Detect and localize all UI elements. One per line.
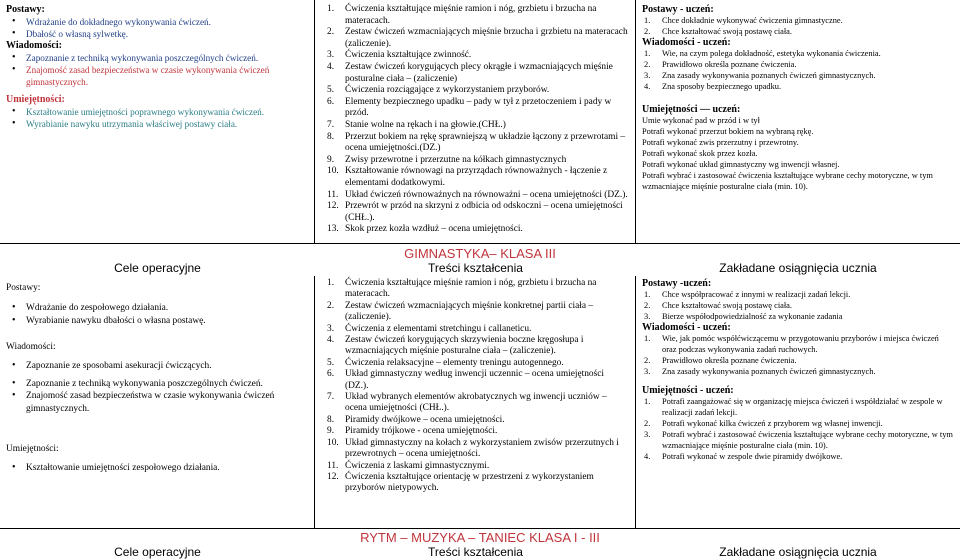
list-item: 9. Piramidy trójkowe - ocena umiejętności.	[327, 426, 498, 437]
header-osiagniecia: Zakładane osiągnięcia ucznia	[719, 545, 877, 559]
list-item: 11. Ćwiczenia z laskami gimnastycznymi.	[327, 460, 490, 471]
list-item: 1. Chce współpracować z innymi w realizacji zadań lekcji.	[644, 290, 851, 299]
list-item: 4. Zna sposoby bezpiecznego upadku.	[644, 82, 782, 91]
list-item: 12. Przewrót w przód na skrzyni z odbicia od odskoczni – ocena umiejętności (CHŁ.).	[327, 201, 623, 223]
list-item: • Wdrażanie do dokładnego wykonywania ćwiczeń.	[26, 16, 308, 28]
list-item: 3. Potrafi wybrać i zastosować ćwiczenia kształtujące wybrane cechy motoryczne, w tym wzmacniające mięśnie posturalne ciała (min. 10).	[644, 430, 953, 450]
umiejetnosci-list	[642, 396, 954, 462]
postawy-list	[6, 16, 308, 40]
section-title: RYTM – MUZYKA – TANIEC KLASA I - III	[360, 530, 600, 545]
wiadomosci-heading: Wiadomości:	[6, 342, 56, 353]
list-item: 6. Układ gimnastyczny według inwencji uczennic – ocena umiejętności (DZ.).	[327, 369, 605, 391]
umiejetnosci-list	[6, 106, 308, 130]
wiadomosci-list	[642, 333, 954, 377]
list-item: 3. Ćwiczenia kształtujące zwinność.	[327, 50, 472, 61]
list-item: • Wyrabianie nawyku dbałości o własna postawę.	[26, 315, 308, 327]
list-item: • Zapoznanie ze sposobami asekuracji ćwiczących.	[26, 360, 308, 372]
postawy-list	[6, 302, 308, 327]
list-item: 11. Układ ćwiczeń równoważnych na równoważni – ocena umiejętności (DZ.).	[327, 189, 628, 200]
list-item: 7. Układ wybranych elementów akrobatycznych wg inwencji uczniów – ocena umiejętności (CHŁ.).	[327, 392, 607, 414]
umiejetnosci-list	[6, 462, 308, 474]
list-item: 2. Zestaw ćwiczeń wzmacniających mięśnie brzucha i grzbietu na materacach (zaliczenie).	[327, 27, 628, 49]
list-item: • Wdrażanie do zespołowego działania.	[26, 302, 308, 314]
list-item: 6. Elementy bezpiecznego upadku – pady w tył z przetoczeniem i pady w przód.	[327, 96, 612, 119]
list-item: 5. Ćwiczenia relaksacyjne – elementy treningu autogennego.	[327, 357, 564, 368]
list-item: 13. Skok przez kozła wzdłuż – ocena umiejętności.	[327, 224, 523, 235]
header-cele: Cele operacyjne	[114, 261, 201, 275]
section-title: GIMNASTYKA– KLASA III	[404, 246, 556, 261]
umiejetnosci-lines	[642, 115, 954, 192]
list-item: 3. Zna zasady wykonywania poznanych ćwiczeń gimnastycznych.	[644, 367, 876, 376]
list-item: 1. Ćwiczenia kształtujące mięśnie ramion i nóg, grzbietu i brzucha na materacach.	[327, 278, 597, 300]
list-item: 1. Ćwiczenia kształtujące mięśnie ramion i nóg, grzbietu i brzucha na materacach.	[327, 4, 597, 26]
section-gymnastics-class-2	[0, 0, 960, 243]
list-item: 2. Prawidłowo określa poznane ćwiczenia.	[644, 60, 797, 69]
list-item: • Znajomość zasad bezpieczeństwa w czasie wykonywania ćwiczeń gimnastycznych.	[26, 390, 308, 415]
list-item: 10. Kształtowanie równowagi na przyrządach równoważnych - łączenie z elementami dodatkowymi.	[327, 166, 608, 188]
wiadomosci-list	[6, 360, 308, 416]
list-item: Potrafi wykonać przerzut bokiem na wybraną rękę.	[642, 127, 814, 136]
list-item: 2. Chce kształtować swoją postawę ciała.	[644, 301, 792, 310]
postawy-heading: Postawy -uczeń:	[642, 278, 712, 289]
list-item: 4. Zestaw ćwiczeń korygujących plecy okrągłe i wzmacniających mięśnie posturalne ciała – (zaliczenie)	[327, 61, 613, 84]
list-item: 3. Ćwiczenia z elementami stretchingu i callanetiсu.	[327, 323, 532, 334]
list-item: 10. Układ gimnastyczny na kołach z wykorzystaniem zwisów przerzutnych i przewrotnych – ocena umiejętności.	[327, 437, 619, 460]
wiadomosci-list	[6, 52, 308, 88]
list-item: 9. Zwisy przewrotne i przerzutne na kółkach gimnastycznych	[327, 154, 567, 165]
list-item: 8. Piramidy dwójkowe – ocena umiejętności.	[327, 414, 505, 425]
list-item: 1. Potrafi zaangażować się w organizację miejsca ćwiczeń i współdziałać w zespole w realizacji zadań lekcji.	[644, 397, 943, 417]
osiagniecia-column	[636, 276, 960, 529]
header-osiagniecia: Zakładane osiągnięcia ucznia	[719, 261, 877, 275]
osiagniecia-column	[636, 0, 960, 243]
section-rytm-muzyka-taniec	[0, 528, 960, 560]
list-item: • Znajomość zasad bezpieczeństwa w czasie wykonywania ćwiczeń gimnastycznych.	[26, 64, 308, 88]
wiadomosci-list	[642, 48, 954, 92]
list-item: 1. Chce dokładnie wykonywać ćwiczenia gimnastyczne.	[644, 16, 843, 25]
postawy-list	[642, 15, 954, 37]
wiadomosci-heading: Wiadomości:	[6, 40, 62, 51]
list-item: 1. Wie, jak pomóc współćwiczącemu w przygotowaniu przyborów i miejsca ćwiczeń oraz podczas wykonywania zadań ruchowych.	[644, 334, 939, 354]
list-item: 4. Potrafi wykonać w zespole dwie piramidy dwójkowe.	[644, 452, 843, 461]
tresci-ksztalcenia-column	[315, 276, 636, 529]
header-tresci: Treści kształcenia	[428, 545, 523, 559]
tresci-list	[325, 278, 629, 495]
wiadomosci-heading: Wiadomości - uczeń:	[642, 322, 731, 333]
list-item: Potrafi wybrać i zastosować ćwiczenia kształtujące wybrane cechy motoryczne, w tym wzmacniające mięśnie posturalne ciała (min. 10).	[642, 171, 933, 191]
header-cele: Cele operacyjne	[114, 545, 201, 559]
list-item: 5. Ćwiczenia rozciągające z wykorzystaniem przyborów.	[327, 85, 550, 96]
list-item: • Wyrabianie nawyku utrzymania właściwej postawy ciała.	[26, 118, 308, 130]
wiadomosci-heading: Wiadomości - uczeń:	[642, 37, 731, 48]
umiejetnosci-heading: Umiejętności — uczeń:	[642, 104, 741, 115]
list-item: Potrafi wykonać zwis przerzutny i przewrotny.	[642, 138, 799, 147]
list-item: 1. Wie, na czym polega dokładność, estetyka wykonania ćwiczenia.	[644, 49, 881, 58]
postawy-heading: Postawy:	[6, 283, 41, 293]
umiejetnosci-heading: Umiejętności - uczeń:	[642, 385, 734, 396]
list-item: • Kształtowanie umiejętności poprawnego wykonywania ćwiczeń.	[26, 106, 308, 118]
umiejetnosci-heading: Umiejętności:	[6, 94, 65, 105]
list-item: Umie wykonać pad w przód i w tył	[642, 116, 760, 125]
list-item: 3. Bierze współodpowiedzialność za wykonanie zadania	[644, 312, 843, 321]
list-item: 4. Zestaw ćwiczeń korygujących skrzywienia boczne kręgosłupa i wzmacniających mięśnie posturalne ciała – (zaliczenie).	[327, 335, 584, 357]
list-item: 2. Prawidłowo określa poznane ćwiczenia.	[644, 356, 797, 365]
list-item: 8. Przerzut bokiem na rękę sprawniejszą w układzie łączony z przewrotami – ocena umiejętności.(DZ.)	[327, 131, 626, 154]
list-item: • Dbałość o własną sylwetkę.	[26, 28, 308, 40]
postawy-heading: Postawy:	[6, 4, 45, 15]
tresci-ksztalcenia-column	[315, 0, 636, 243]
list-item: 2. Chce kształtować swoją postawę ciała.	[644, 27, 792, 36]
postawy-heading: Postawy - uczeń:	[642, 4, 714, 15]
list-item: 2. Potrafi wykonać kilka ćwiczeń z przyborem wg własnej inwencji.	[644, 419, 883, 428]
list-item: Potrafi wykonać układ gimnastyczny wg inwencji własnej.	[642, 160, 840, 169]
list-item: 7. Stanie wolne na rękach i na głowie.(CHŁ.)	[327, 119, 506, 130]
postawy-list	[642, 289, 954, 322]
tresci-list	[325, 4, 629, 236]
list-item: 2. Zestaw ćwiczeń wzmacniających mięśnie konkretnej partii ciała – (zaliczenie).	[327, 300, 594, 323]
list-item: Potrafi wykonać skok przez kozła.	[642, 149, 758, 158]
list-item: • Zapoznanie z techniką wykonywania poszczególnych ćwiczeń.	[26, 52, 308, 64]
list-item: • Kształtowanie umiejętności zespołowego działania.	[26, 462, 308, 474]
cele-operacyjne-column	[0, 276, 315, 529]
cele-operacyjne-column	[0, 0, 315, 243]
list-item: • Zapoznanie z techniką wykonywania poszczególnych ćwiczeń.	[26, 378, 308, 390]
header-tresci: Treści kształcenia	[428, 261, 523, 275]
list-item: 12. Ćwiczenia kształtujące orientację w przestrzeni z wykorzystaniem przyborów nietypowych.	[327, 471, 594, 494]
section-gymnastics-class-3	[0, 243, 960, 529]
umiejetnosci-heading: Umiejętności:	[6, 444, 59, 455]
list-item: 3. Zna zasady wykonywania poznanych ćwiczeń gimnastycznych.	[644, 71, 876, 80]
